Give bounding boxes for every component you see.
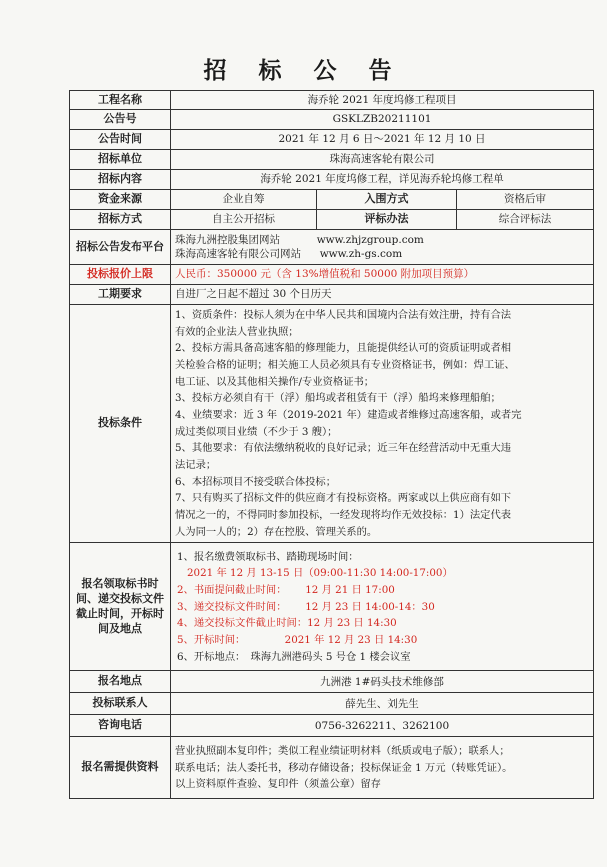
notice-table: [69, 90, 594, 799]
schedule-line: 4、递交投标文件截止时间：12 月 23 日 14:30: [177, 617, 397, 630]
condition-line: 法记录；: [175, 459, 217, 472]
method-value: 自主公开招标: [171, 210, 317, 230]
material-line: 以上资料原件查验、复印件（须盖公章）留存: [175, 778, 381, 791]
tender-unit-value: 珠海高速客轮有限公司: [171, 150, 594, 170]
platform-line: [175, 247, 589, 261]
platform-site-url[interactable]: www.zhjzgroup.com: [316, 233, 424, 246]
condition-line: 2、投标方需具备高速客船的修理能力，且能提供经认可的资质证明或者相: [175, 342, 512, 355]
conditions-label: 投标条件: [70, 305, 171, 543]
condition-line: 3、投标方必须自有干（浮）船坞或者租赁有干（浮）船坞来修理船舶；: [175, 392, 501, 405]
schedule-line: 3、递交投标文件时间： 12 月 23 日 14:00-14：30: [177, 600, 435, 613]
platform-line: [175, 233, 589, 247]
row-tender-unit: [70, 150, 594, 170]
platform-site-url[interactable]: www.zh-gs.com: [319, 248, 403, 260]
reg-place-label: 报名地点: [70, 671, 171, 693]
page-title: 招 标 公 告: [203, 58, 404, 84]
condition-line: 关检验合格的证明；相关施工人员必须具有专业资格证书，例如：焊工证、: [175, 359, 515, 372]
tender-content-value: 海乔轮 2021 年度坞修工程，详见海乔轮坞修工程单: [171, 170, 594, 190]
condition-line: 成过类似项目业绩（不少于 3 艘）；: [175, 425, 338, 438]
notice-time-label: 公告时间: [70, 130, 171, 150]
contact-label: 投标联系人: [70, 693, 171, 715]
platform-site-name: 珠海九洲控股集团网站: [175, 233, 280, 246]
schedule-line: 6、开标地点： 珠海九洲港码头 5 号仓 1 楼会议室: [177, 650, 411, 663]
row-method: [70, 210, 594, 230]
row-reg-place: [70, 671, 594, 693]
row-notice-no: [70, 110, 594, 130]
material-line: 营业执照副本复印件；类似工程业绩证明材料（纸质或电子版）；联系人；: [175, 744, 510, 757]
row-conditions: [70, 305, 594, 543]
row-project-name: [70, 91, 594, 110]
schedule-label: 报名领取标书时间、递交投标文件截止时间，开标时间及地点: [70, 543, 171, 671]
platform-value: [171, 230, 594, 265]
condition-line: 7、只有购买了招标文件的供应商才有投标资格。两家或以上供应商有如下: [175, 492, 512, 505]
condition-line: 人为同一人的；2）存在控股、管理关系的。: [175, 525, 378, 538]
condition-line: 1、资质条件：投标人须为在中华人民共和国境内合法有效注册，持有合法: [175, 309, 512, 321]
schedule-line: 2021 年 12 月 13-15 日（09:00-11:30 14:00-17:00）: [187, 567, 453, 580]
row-schedule: [70, 543, 594, 671]
condition-line: 5、其他要求：有依法缴纳税收的良好记录；近三年在经营活动中无重大违: [175, 442, 512, 455]
duration-label: 工期要求: [70, 285, 171, 305]
row-price-cap: [70, 265, 594, 285]
duration-value: 自进厂之日起不超过 30 个日历天: [171, 285, 594, 305]
row-phone: [70, 715, 594, 737]
condition-line: 电工证、以及其他相关操作/专业资格证书；: [175, 375, 375, 388]
shortlist-label: 入围方式: [317, 190, 457, 210]
row-materials: [70, 737, 594, 799]
schedule-line: 2、书面提问截止时间： 12 月 21 日 17:00: [177, 583, 395, 596]
tender-unit-label: 招标单位: [70, 150, 171, 170]
schedule-line: 1、报名缴费领取标书、踏勘现场时间：: [177, 550, 359, 563]
reg-place-value: 九洲港 1#码头技术维修部: [171, 671, 594, 693]
row-notice-time: [70, 130, 594, 150]
method-label: 招标方式: [70, 210, 171, 230]
phone-label: 咨询电话: [70, 715, 171, 737]
conditions-value: [171, 305, 594, 543]
evaluation-label: 评标办法: [317, 210, 457, 230]
contact-value: 薛先生、刘先生: [171, 693, 594, 715]
schedule-line: 5、开标时间： 2021 年 12 月 23 日 14:30: [177, 633, 418, 646]
tender-content-label: 招标内容: [70, 170, 171, 190]
price-cap-value: 人民币：350000 元（含 13%增值税和 50000 附加项目预算）: [171, 265, 594, 285]
phone-value: 0756-3262211、3262100: [171, 715, 594, 737]
row-duration: [70, 285, 594, 305]
condition-line: 有效的企业法人营业执照；: [175, 325, 299, 338]
project-name-value: 海乔轮 2021 年度坞修工程项目: [171, 91, 594, 110]
row-platform: [70, 230, 594, 265]
row-tender-content: [70, 170, 594, 190]
shortlist-value: 资格后审: [457, 190, 594, 210]
condition-line: 6、本招标项目不接受联合体投标；: [175, 475, 337, 488]
platform-site-name: 珠海高速客轮有限公司网站: [175, 248, 301, 260]
price-cap-label: 投标报价上限: [70, 265, 171, 285]
row-contact: [70, 693, 594, 715]
row-funding: [70, 190, 594, 210]
platform-label: 招标公告发布平台: [70, 230, 171, 265]
materials-label: 报名需提供资料: [70, 737, 171, 799]
condition-line: 4、业绩要求：近 3 年（2019-2021 年）建造或者维修过高速客船，或者完: [175, 409, 522, 422]
funding-label: 资金来源: [70, 190, 171, 210]
material-line: 联系电话；法人委托书，移动存储设备；投标保证金 1 万元（转账凭证）。: [175, 761, 513, 774]
notice-no-label: 公告号: [70, 110, 171, 130]
project-name-label: 工程名称: [70, 91, 171, 110]
materials-value: [171, 737, 594, 799]
evaluation-value: 综合评标法: [457, 210, 594, 230]
schedule-value: [171, 543, 594, 671]
condition-line: 情况之一的，不得同时参加投标，一经发现将均作无效投标：1）法定代表: [175, 509, 512, 522]
funding-value: 企业自筹: [171, 190, 317, 210]
notice-time-value: 2021 年 12 月 6 日～2021 年 12 月 10 日: [171, 130, 594, 150]
notice-no-value: GSKLZB20211101: [171, 110, 594, 130]
